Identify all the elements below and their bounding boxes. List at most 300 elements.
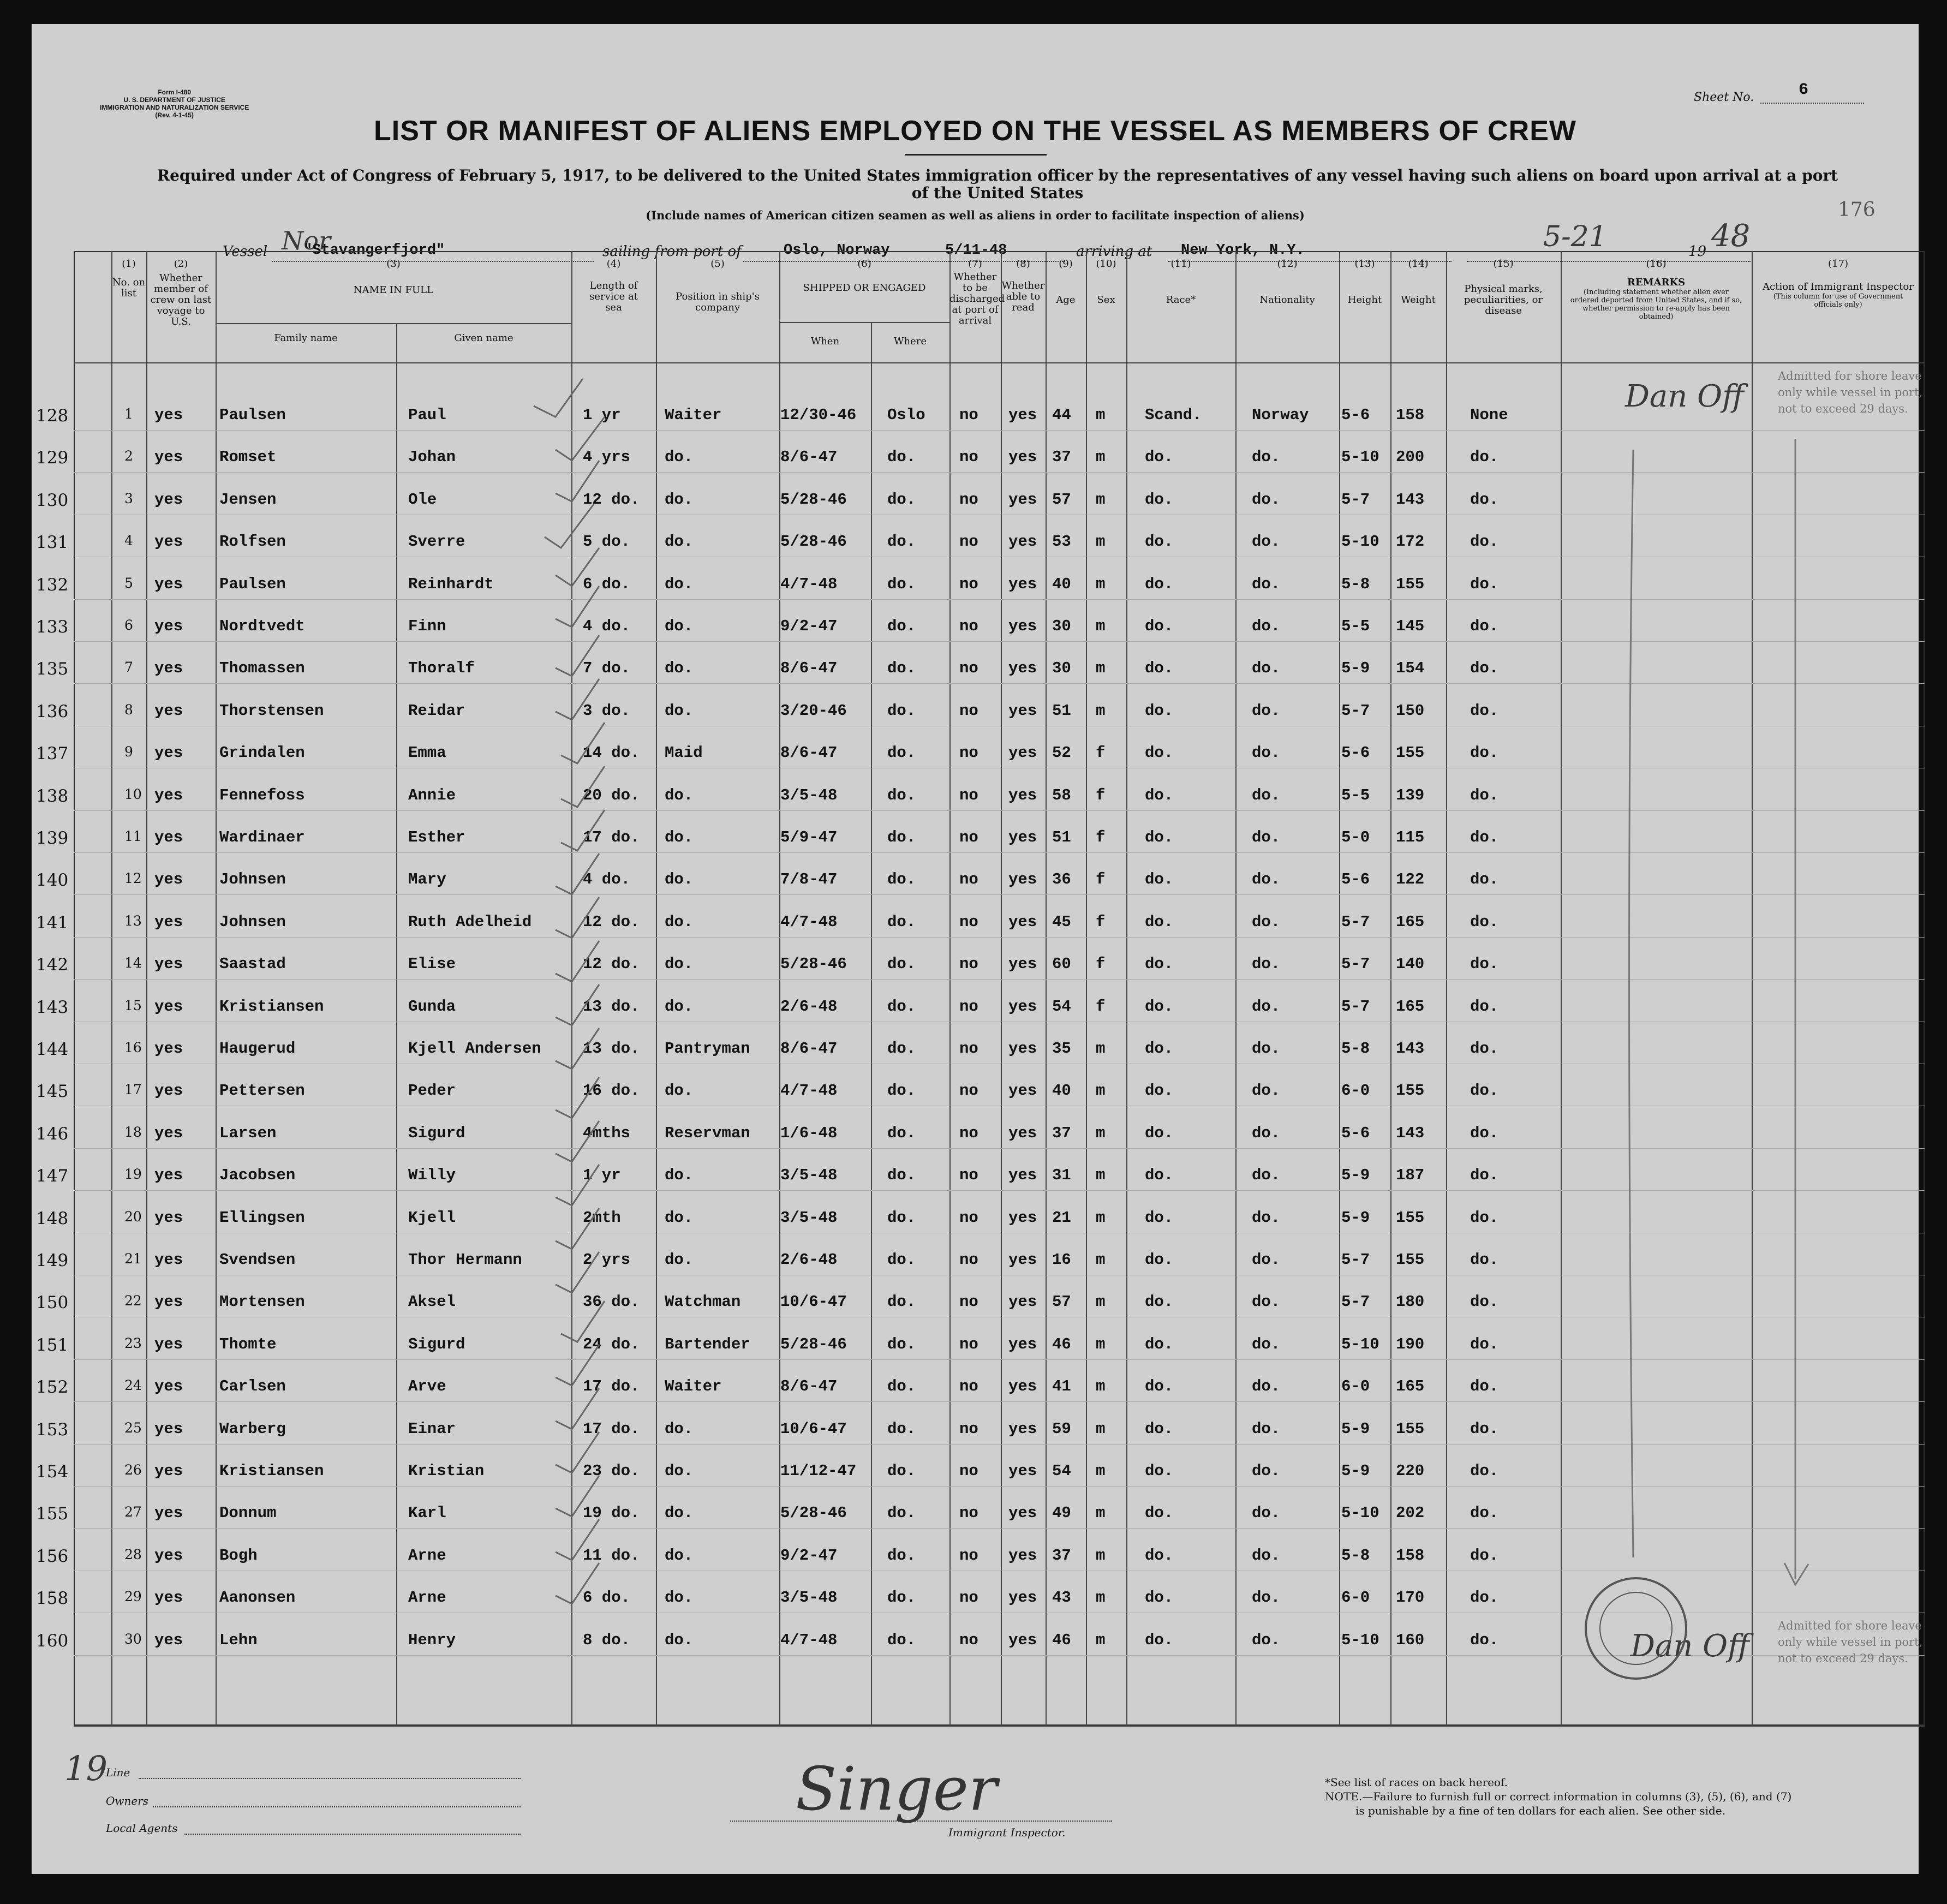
service-length-cell: 1 yr bbox=[583, 406, 621, 424]
given-name-cell: Reidar bbox=[408, 701, 465, 720]
list-number-cell: 17 bbox=[124, 1082, 142, 1098]
service-length-cell: 16 do. bbox=[583, 1082, 640, 1100]
family-name-cell: Warberg bbox=[219, 1419, 286, 1438]
physical-marks-cell: do. bbox=[1470, 533, 1499, 551]
shipped-when-cell: 4/7-48 bbox=[780, 1082, 838, 1100]
weight-cell: 155 bbox=[1396, 1419, 1425, 1438]
position-cell: do. bbox=[665, 1208, 694, 1227]
last-voyage-cell: yes bbox=[154, 1040, 183, 1058]
header-name: (3) NAME IN FULL bbox=[353, 258, 434, 296]
vessel-handwritten: Nor bbox=[282, 226, 331, 255]
weight-cell: 155 bbox=[1396, 1251, 1425, 1269]
weight-cell: 115 bbox=[1396, 828, 1425, 846]
nationality-cell: do. bbox=[1252, 1293, 1281, 1311]
physical-marks-cell: do. bbox=[1470, 575, 1499, 593]
shipped-where-cell: Oslo bbox=[887, 406, 925, 424]
nationality-cell: do. bbox=[1252, 955, 1281, 974]
age-cell: 30 bbox=[1052, 617, 1071, 635]
shipped-where-cell: do. bbox=[887, 701, 916, 720]
nationality-cell: do. bbox=[1252, 1208, 1281, 1227]
able-to-read-cell: yes bbox=[1008, 997, 1037, 1016]
footer-handwritten-number: 19 bbox=[64, 1748, 107, 1788]
fine-note-2: is punishable by a fine of ten dollars for each alien. See other side. bbox=[1355, 1804, 1726, 1817]
position-cell: Reservman bbox=[665, 1124, 750, 1142]
physical-marks-cell: do. bbox=[1470, 1462, 1499, 1480]
nationality-cell: do. bbox=[1252, 490, 1281, 509]
last-voyage-cell: yes bbox=[154, 1335, 183, 1353]
margin-number-cell: 148 bbox=[36, 1208, 69, 1228]
discharged-cell: no bbox=[959, 997, 978, 1016]
height-cell: 6-0 bbox=[1341, 1377, 1370, 1396]
shipped-when-cell: 8/6-47 bbox=[780, 744, 838, 762]
discharged-cell: no bbox=[959, 575, 978, 593]
age-cell: 37 bbox=[1052, 1124, 1071, 1142]
given-name-cell: Henry bbox=[408, 1631, 456, 1649]
physical-marks-cell: do. bbox=[1470, 1335, 1499, 1353]
race-cell: do. bbox=[1145, 870, 1174, 889]
list-number-cell: 24 bbox=[124, 1377, 142, 1394]
sailing-port: Oslo, Norway bbox=[784, 242, 890, 259]
weight-cell: 143 bbox=[1396, 1040, 1425, 1058]
race-cell: do. bbox=[1145, 701, 1174, 720]
given-name-cell: Sigurd bbox=[408, 1335, 465, 1353]
age-cell: 60 bbox=[1052, 955, 1071, 974]
given-name-cell: Thoralf bbox=[408, 659, 475, 678]
age-cell: 46 bbox=[1052, 1335, 1071, 1353]
list-number-cell: 14 bbox=[124, 955, 142, 971]
height-cell: 5-9 bbox=[1341, 1166, 1370, 1185]
physical-marks-cell: do. bbox=[1470, 659, 1499, 678]
margin-number-cell: 149 bbox=[36, 1251, 69, 1270]
remarks-stamp-top: Admitted for shore leave only while vessel in port, not to exceed 29 days. bbox=[1778, 369, 1923, 415]
nationality-cell: do. bbox=[1252, 1166, 1281, 1185]
service-length-cell: 23 do. bbox=[583, 1462, 640, 1480]
age-cell: 54 bbox=[1052, 997, 1071, 1016]
header-remarks: (16) REMARKS (Including statement whether alien ever ordered deported from United States, and if so, whether permission to re-apply has been obtained) bbox=[1570, 258, 1742, 321]
position-cell: do. bbox=[665, 1631, 694, 1649]
service-length-cell: 17 do. bbox=[583, 1377, 640, 1396]
weight-cell: 155 bbox=[1396, 1208, 1425, 1227]
age-cell: 49 bbox=[1052, 1504, 1071, 1523]
race-cell: do. bbox=[1145, 1208, 1174, 1227]
nationality-cell: do. bbox=[1252, 870, 1281, 889]
sheet-label: Sheet No. bbox=[1694, 91, 1754, 104]
physical-marks-cell: do. bbox=[1470, 1377, 1499, 1396]
shipped-when-cell: 2/6-48 bbox=[780, 997, 838, 1016]
age-cell: 52 bbox=[1052, 744, 1071, 762]
service-length-cell: 4 do. bbox=[583, 617, 631, 635]
physical-marks-cell: do. bbox=[1470, 1208, 1499, 1227]
nationality-cell: do. bbox=[1252, 828, 1281, 846]
physical-marks-cell: do. bbox=[1470, 1546, 1499, 1565]
shipped-when-cell: 9/2-47 bbox=[780, 617, 838, 635]
family-name-cell: Kristiansen bbox=[219, 1462, 324, 1480]
age-cell: 58 bbox=[1052, 786, 1071, 804]
able-to-read-cell: yes bbox=[1008, 1504, 1037, 1523]
given-name-cell: Esther bbox=[408, 828, 465, 846]
race-cell: do. bbox=[1145, 1335, 1174, 1353]
position-cell: do. bbox=[665, 1166, 694, 1185]
last-voyage-cell: yes bbox=[154, 912, 183, 931]
service-length-cell: 5 do. bbox=[583, 533, 631, 551]
family-name-cell: Nordtvedt bbox=[219, 617, 305, 635]
race-cell: do. bbox=[1145, 1504, 1174, 1523]
shipped-where-cell: do. bbox=[887, 1040, 916, 1058]
sex-cell: m bbox=[1096, 1546, 1106, 1565]
discharged-cell: no bbox=[959, 1166, 978, 1185]
sex-cell: f bbox=[1096, 997, 1106, 1016]
margin-number-cell: 136 bbox=[36, 701, 69, 721]
age-cell: 43 bbox=[1052, 1589, 1071, 1607]
race-cell: do. bbox=[1145, 1377, 1174, 1396]
able-to-read-cell: yes bbox=[1008, 490, 1037, 509]
service-length-cell: 17 do. bbox=[583, 1419, 640, 1438]
sailing-label: sailing from port of bbox=[602, 243, 742, 260]
arriving-label: arriving at bbox=[1076, 243, 1152, 260]
header-sex: (10) Sex bbox=[1096, 258, 1116, 306]
family-name-cell: Kristiansen bbox=[219, 997, 324, 1016]
physical-marks-cell: do. bbox=[1470, 490, 1499, 509]
nationality-cell: do. bbox=[1252, 1335, 1281, 1353]
given-name-cell: Ruth Adelheid bbox=[408, 912, 532, 931]
service-length-cell: 36 do. bbox=[583, 1293, 640, 1311]
position-cell: Maid bbox=[665, 744, 703, 762]
weight-cell: 155 bbox=[1396, 744, 1425, 762]
discharged-cell: no bbox=[959, 1546, 978, 1565]
physical-marks-cell: do. bbox=[1470, 1293, 1499, 1311]
physical-marks-cell: do. bbox=[1470, 786, 1499, 804]
shipped-when-cell: 3/5-48 bbox=[780, 1208, 838, 1227]
margin-number-cell: 128 bbox=[36, 406, 69, 426]
discharged-cell: no bbox=[959, 1377, 978, 1396]
margin-number-cell: 143 bbox=[36, 997, 69, 1017]
shipped-when-cell: 10/6-47 bbox=[780, 1419, 847, 1438]
service-length-cell: 20 do. bbox=[583, 786, 640, 804]
list-number-cell: 8 bbox=[124, 701, 133, 718]
header-height: (13) Height bbox=[1347, 258, 1382, 306]
weight-cell: 172 bbox=[1396, 533, 1425, 551]
age-cell: 16 bbox=[1052, 1251, 1071, 1269]
pencil-marks bbox=[32, 24, 1919, 1874]
able-to-read-cell: yes bbox=[1008, 1082, 1037, 1100]
sex-cell: m bbox=[1096, 1419, 1106, 1438]
last-voyage-cell: yes bbox=[154, 1631, 183, 1649]
able-to-read-cell: yes bbox=[1008, 1546, 1037, 1565]
discharged-cell: no bbox=[959, 744, 978, 762]
revision: (Rev. 4-1-45) bbox=[155, 111, 194, 119]
sex-cell: f bbox=[1096, 955, 1106, 974]
arrival-date-handwritten: 5-21 bbox=[1543, 220, 1607, 253]
age-cell: 37 bbox=[1052, 1546, 1071, 1565]
height-cell: 5-9 bbox=[1341, 1462, 1370, 1480]
shipped-when-cell: 12/30-46 bbox=[780, 406, 857, 424]
given-name-cell: Karl bbox=[408, 1504, 446, 1523]
shipped-where-cell: do. bbox=[887, 533, 916, 551]
shipped-when-cell: 3/5-48 bbox=[780, 1166, 838, 1185]
nationality-cell: do. bbox=[1252, 1040, 1281, 1058]
position-cell: do. bbox=[665, 955, 694, 974]
discharged-cell: no bbox=[959, 1208, 978, 1227]
sex-cell: m bbox=[1096, 701, 1106, 720]
sex-cell: m bbox=[1096, 1293, 1106, 1311]
last-voyage-cell: yes bbox=[154, 617, 183, 635]
last-voyage-cell: yes bbox=[154, 701, 183, 720]
shipped-where-cell: do. bbox=[887, 1377, 916, 1396]
race-cell: do. bbox=[1145, 448, 1174, 467]
shipped-when-cell: 5/28-46 bbox=[780, 490, 847, 509]
weight-cell: 200 bbox=[1396, 448, 1425, 467]
margin-number-cell: 141 bbox=[36, 912, 69, 933]
last-voyage-cell: yes bbox=[154, 448, 183, 467]
family-name-cell: Romset bbox=[219, 448, 277, 467]
last-voyage-cell: yes bbox=[154, 490, 183, 509]
family-name-cell: Wardinaer bbox=[219, 828, 305, 846]
discharged-cell: no bbox=[959, 1504, 978, 1523]
position-cell: do. bbox=[665, 659, 694, 678]
able-to-read-cell: yes bbox=[1008, 1377, 1037, 1396]
nationality-cell: do. bbox=[1252, 1631, 1281, 1649]
discharged-cell: no bbox=[959, 955, 978, 974]
sex-cell: m bbox=[1096, 1631, 1106, 1649]
age-cell: 31 bbox=[1052, 1166, 1071, 1185]
shipped-when-cell: 5/9-47 bbox=[780, 828, 838, 846]
service-length-cell: 12 do. bbox=[583, 955, 640, 974]
height-cell: 6-0 bbox=[1341, 1589, 1370, 1607]
last-voyage-cell: yes bbox=[154, 870, 183, 889]
margin-number-cell: 137 bbox=[36, 744, 69, 764]
able-to-read-cell: yes bbox=[1008, 659, 1037, 678]
shipped-when-cell: 10/6-47 bbox=[780, 1293, 847, 1311]
able-to-read-cell: yes bbox=[1008, 1462, 1037, 1480]
shipped-where-cell: do. bbox=[887, 1631, 916, 1649]
weight-cell: 122 bbox=[1396, 870, 1425, 889]
position-cell: do. bbox=[665, 997, 694, 1016]
family-name-cell: Carlsen bbox=[219, 1377, 286, 1396]
position-cell: do. bbox=[665, 448, 694, 467]
given-name-cell: Ole bbox=[408, 490, 437, 509]
age-cell: 37 bbox=[1052, 448, 1071, 467]
sex-cell: m bbox=[1096, 1040, 1106, 1058]
list-number-cell: 13 bbox=[124, 912, 142, 929]
family-name-cell: Thomte bbox=[219, 1335, 277, 1353]
last-voyage-cell: yes bbox=[154, 1251, 183, 1269]
list-number-cell: 7 bbox=[124, 659, 133, 676]
nationality-cell: do. bbox=[1252, 1462, 1281, 1480]
vessel-label: Vessel bbox=[223, 243, 268, 260]
height-cell: 5-10 bbox=[1341, 1504, 1379, 1523]
last-voyage-cell: yes bbox=[154, 659, 183, 678]
sex-cell: f bbox=[1096, 828, 1106, 846]
weight-cell: 170 bbox=[1396, 1589, 1425, 1607]
sex-cell: m bbox=[1096, 659, 1106, 678]
last-voyage-cell: yes bbox=[154, 406, 183, 424]
height-cell: 5-9 bbox=[1341, 659, 1370, 678]
shipped-when-cell: 3/5-48 bbox=[780, 1589, 838, 1607]
height-cell: 5-5 bbox=[1341, 786, 1370, 804]
given-name-cell: Johan bbox=[408, 448, 456, 467]
given-name-cell: Arve bbox=[408, 1377, 446, 1396]
weight-cell: 165 bbox=[1396, 1377, 1425, 1396]
physical-marks-cell: do. bbox=[1470, 701, 1499, 720]
list-number-cell: 30 bbox=[124, 1631, 142, 1647]
age-cell: 40 bbox=[1052, 1082, 1071, 1100]
last-voyage-cell: yes bbox=[154, 1377, 183, 1396]
height-cell: 5-6 bbox=[1341, 1124, 1370, 1142]
sex-cell: m bbox=[1096, 533, 1106, 551]
shipped-when-cell: 2/6-48 bbox=[780, 1251, 838, 1269]
race-cell: do. bbox=[1145, 1124, 1174, 1142]
position-cell: do. bbox=[665, 617, 694, 635]
weight-cell: 139 bbox=[1396, 786, 1425, 804]
shipped-when-cell: 3/5-48 bbox=[780, 786, 838, 804]
age-cell: 51 bbox=[1052, 701, 1071, 720]
shipped-when-cell: 5/28-46 bbox=[780, 1504, 847, 1523]
sex-cell: m bbox=[1096, 1377, 1106, 1396]
given-name-cell: Peder bbox=[408, 1082, 456, 1100]
given-name-cell: Kjell Andersen bbox=[408, 1040, 541, 1058]
family-name-cell: Bogh bbox=[219, 1546, 258, 1565]
weight-cell: 155 bbox=[1396, 575, 1425, 593]
shipped-where-cell: do. bbox=[887, 1082, 916, 1100]
physical-marks-cell: None bbox=[1470, 406, 1508, 424]
physical-marks-cell: do. bbox=[1470, 1504, 1499, 1523]
height-cell: 5-9 bbox=[1341, 1419, 1370, 1438]
nationality-cell: do. bbox=[1252, 1082, 1281, 1100]
remarks-handwritten-bottom: Dan Off bbox=[1631, 1628, 1749, 1664]
family-name-cell: Donnum bbox=[219, 1504, 277, 1523]
shipped-where-cell: do. bbox=[887, 1293, 916, 1311]
shipped-where-cell: do. bbox=[887, 1546, 916, 1565]
race-cell: do. bbox=[1145, 1082, 1174, 1100]
weight-cell: 220 bbox=[1396, 1462, 1425, 1480]
height-cell: 5-7 bbox=[1341, 912, 1370, 931]
service-length-cell: 4mths bbox=[583, 1124, 631, 1142]
service-length-cell: 12 do. bbox=[583, 912, 640, 931]
family-name-cell: Lehn bbox=[219, 1631, 258, 1649]
weight-cell: 140 bbox=[1396, 955, 1425, 974]
able-to-read-cell: yes bbox=[1008, 1166, 1037, 1185]
margin-number-cell: 154 bbox=[36, 1462, 69, 1482]
race-cell: do. bbox=[1145, 1293, 1174, 1311]
last-voyage-cell: yes bbox=[154, 1124, 183, 1142]
physical-marks-cell: do. bbox=[1470, 1589, 1499, 1607]
weight-cell: 143 bbox=[1396, 490, 1425, 509]
age-cell: 21 bbox=[1052, 1208, 1071, 1227]
height-cell: 5-10 bbox=[1341, 1631, 1379, 1649]
service-length-cell: 1 yr bbox=[583, 1166, 621, 1185]
page-title: LIST OR MANIFEST OF ALIENS EMPLOYED ON THE VESSEL AS MEMBERS OF CREW bbox=[374, 115, 1576, 147]
weight-cell: 143 bbox=[1396, 1124, 1425, 1142]
service-length-cell: 6 do. bbox=[583, 1589, 631, 1607]
sex-cell: f bbox=[1096, 870, 1106, 889]
remarks-handwritten-top: Dan Off bbox=[1625, 379, 1744, 414]
header-nationality: (12) Nationality bbox=[1259, 258, 1315, 306]
discharged-cell: no bbox=[959, 701, 978, 720]
service-length-cell: 11 do. bbox=[583, 1546, 640, 1565]
nationality-cell: do. bbox=[1252, 617, 1281, 635]
discharged-cell: no bbox=[959, 659, 978, 678]
physical-marks-cell: do. bbox=[1470, 1082, 1499, 1100]
vessel-name: "Stavangerfjord" bbox=[303, 242, 445, 259]
able-to-read-cell: yes bbox=[1008, 912, 1037, 931]
inspector-signature: Singer bbox=[796, 1754, 998, 1824]
physical-marks-cell: do. bbox=[1470, 1166, 1499, 1185]
margin-number-cell: 146 bbox=[36, 1124, 69, 1144]
race-cell: do. bbox=[1145, 1462, 1174, 1480]
shipped-when-cell: 3/20-46 bbox=[780, 701, 847, 720]
department: U. S. DEPARTMENT OF JUSTICE bbox=[123, 96, 225, 104]
weight-cell: 180 bbox=[1396, 1293, 1425, 1311]
last-voyage-cell: yes bbox=[154, 1462, 183, 1480]
shipped-where-cell: do. bbox=[887, 575, 916, 593]
position-cell: do. bbox=[665, 1462, 694, 1480]
height-cell: 5-7 bbox=[1341, 997, 1370, 1016]
discharged-cell: no bbox=[959, 533, 978, 551]
family-name-cell: Johnsen bbox=[219, 870, 286, 889]
race-cell: do. bbox=[1145, 744, 1174, 762]
given-name-cell: Kjell bbox=[408, 1208, 456, 1227]
family-name-cell: Johnsen bbox=[219, 912, 286, 931]
race-cell: do. bbox=[1145, 1631, 1174, 1649]
shipped-where-cell: do. bbox=[887, 997, 916, 1016]
list-number-cell: 15 bbox=[124, 997, 142, 1013]
discharged-cell: no bbox=[959, 1082, 978, 1100]
family-name-cell: Rolfsen bbox=[219, 533, 286, 551]
inspector-label: Immigrant Inspector. bbox=[948, 1826, 1066, 1839]
sex-cell: m bbox=[1096, 1589, 1106, 1607]
list-number-cell: 28 bbox=[124, 1546, 142, 1562]
discharged-cell: no bbox=[959, 1124, 978, 1142]
list-number-cell: 9 bbox=[124, 744, 133, 760]
service-length-cell: 13 do. bbox=[583, 1040, 640, 1058]
list-number-cell: 10 bbox=[124, 786, 142, 802]
sex-cell: m bbox=[1096, 1462, 1106, 1480]
sex-cell: f bbox=[1096, 744, 1106, 762]
height-cell: 5-10 bbox=[1341, 448, 1379, 467]
family-name-cell: Saastad bbox=[219, 955, 286, 974]
race-cell: do. bbox=[1145, 1166, 1174, 1185]
height-cell: 5-7 bbox=[1341, 701, 1370, 720]
age-cell: 36 bbox=[1052, 870, 1071, 889]
header-last-voyage: (2) Whether member of crew on last voyage to U.S. bbox=[150, 258, 212, 327]
able-to-read-cell: yes bbox=[1008, 1419, 1037, 1438]
given-name-cell: Kristian bbox=[408, 1462, 485, 1480]
position-cell: do. bbox=[665, 1082, 694, 1100]
physical-marks-cell: do. bbox=[1470, 744, 1499, 762]
able-to-read-cell: yes bbox=[1008, 617, 1037, 635]
margin-number-cell: 139 bbox=[36, 828, 69, 848]
list-number-cell: 1 bbox=[124, 406, 133, 422]
height-cell: 5-0 bbox=[1341, 828, 1370, 846]
shipped-when-cell: 8/6-47 bbox=[780, 1377, 838, 1396]
family-name-cell: Aanonsen bbox=[219, 1589, 296, 1607]
given-name-cell: Thor Hermann bbox=[408, 1251, 522, 1269]
given-name-cell: Mary bbox=[408, 870, 446, 889]
last-voyage-cell: yes bbox=[154, 786, 183, 804]
shipped-when-cell: 8/6-47 bbox=[780, 448, 838, 467]
shipped-where-cell: do. bbox=[887, 1166, 916, 1185]
race-cell: do. bbox=[1145, 828, 1174, 846]
nationality-cell: do. bbox=[1252, 786, 1281, 804]
position-cell: do. bbox=[665, 575, 694, 593]
margin-number-cell: 145 bbox=[36, 1082, 69, 1102]
last-voyage-cell: yes bbox=[154, 1419, 183, 1438]
last-voyage-cell: yes bbox=[154, 533, 183, 551]
margin-number-cell: 130 bbox=[36, 490, 69, 510]
given-name-cell: Gunda bbox=[408, 997, 456, 1016]
service-length-cell: 12 do. bbox=[583, 490, 640, 509]
shipped-when-cell: 8/6-47 bbox=[780, 1040, 838, 1058]
